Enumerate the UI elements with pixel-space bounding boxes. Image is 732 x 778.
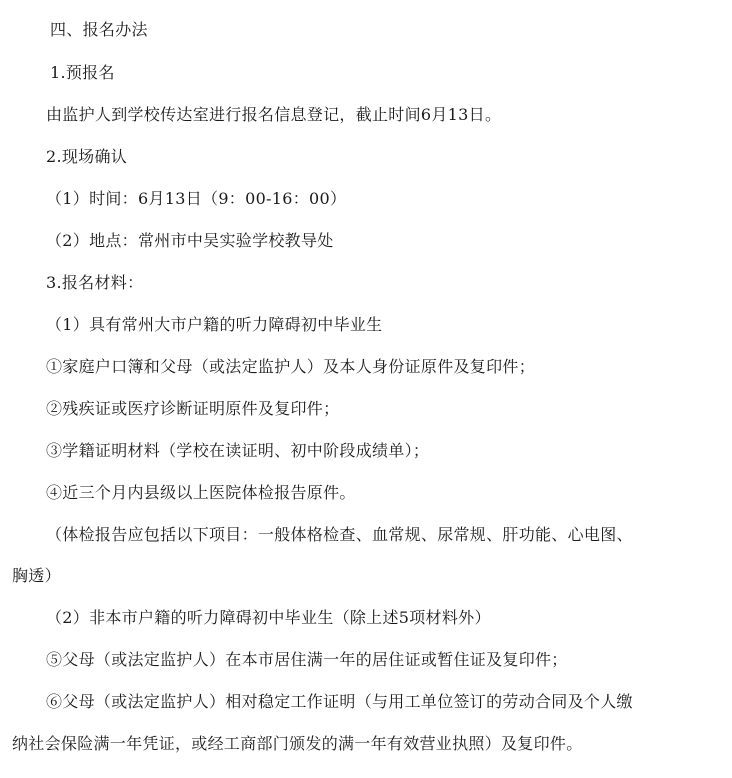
item3-note-line2: 胸透） — [12, 566, 61, 585]
item3-sub2-e: ⑤父母（或法定监护人）在本市居住满一年的居住证或暂住证及复印件； — [46, 650, 568, 669]
item3-sub2-f-line2: 纳社会保险满一年凭证，或经工商部门颁发的满一年有效营业执照）及复印件。 — [12, 734, 583, 753]
item3-sub1-b: ②残疾证或医疗诊断证明原件及复印件； — [46, 399, 340, 418]
item3-heading: 3.报名材料： — [46, 273, 144, 292]
item3-sub2-f-line1: ⑥父母（或法定监护人）相对稳定工作证明（与用工单位签订的劳动合同及个人缴 — [46, 692, 633, 711]
item1-heading: 1.预报名 — [50, 63, 115, 82]
item3-sub2: （2）非本市户籍的听力障碍初中毕业生（除上述5项材料外） — [46, 608, 491, 627]
item2-heading: 2.现场确认 — [46, 147, 128, 166]
item3-sub1: （1）具有常州大市户籍的听力障碍初中毕业生 — [46, 315, 383, 334]
item2-place: （2）地点：常州市中吴实验学校教导处 — [46, 231, 334, 250]
item1-text: 由监护人到学校传达室进行报名信息登记，截止时间6月13日。 — [46, 105, 502, 124]
item2-time: （1）时间：6月13日（9：00-16：00） — [46, 189, 347, 208]
item3-sub1-a: ①家庭户口簿和父母（或法定监护人）及本人身份证原件及复印件； — [46, 357, 536, 376]
item3-note-line1: （体检报告应包括以下项目：一般体格检查、血常规、尿常规、肝功能、心电图、 — [46, 525, 633, 544]
section-heading: 四、报名办法 — [50, 20, 148, 39]
item3-sub1-d: ④近三个月内县级以上医院体检报告原件。 — [46, 483, 356, 502]
item3-sub1-c: ③学籍证明材料（学校在读证明、初中阶段成绩单）； — [46, 441, 430, 460]
